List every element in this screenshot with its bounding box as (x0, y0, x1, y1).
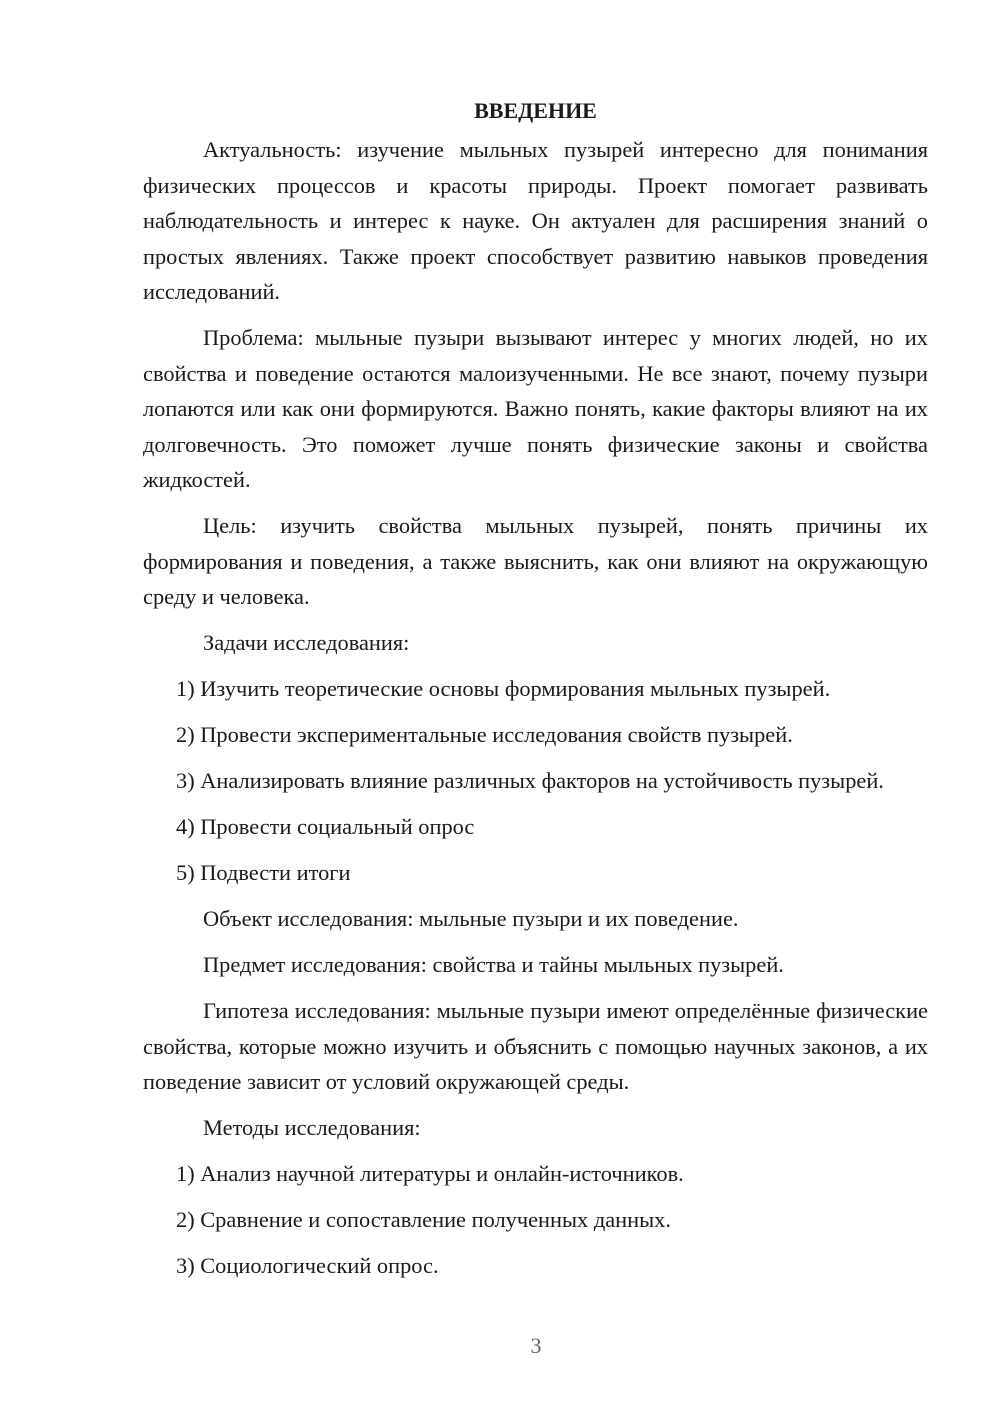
method-item-3: 3) Социологический опрос. (176, 1253, 439, 1278)
method-item-2: 2) Сравнение и сопоставление полученных данных. (176, 1207, 671, 1232)
task-item-1: 1) Изучить теоретические основы формирования мыльных пузырей. (176, 676, 831, 701)
tasks-heading: Задачи исследования: (203, 630, 410, 655)
task-item-3: 3) Анализировать влияние различных факторов на устойчивость пузырей. (176, 768, 884, 793)
task-item-5: 5) Подвести итоги (176, 860, 351, 885)
task-item-4: 4) Провести социальный опрос (176, 814, 475, 839)
page-number: 3 (530, 1333, 542, 1358)
methods-heading: Методы исследования: (203, 1115, 421, 1140)
section-heading: ВВЕДЕНИЕ (474, 98, 597, 123)
object-paragraph: Объект исследования: мыльные пузыри и их поведение. (203, 906, 739, 931)
goal-paragraph: Цель: изучить свойства мыльных пузырей, понять причины их формирования и поведения, а также выяснить, как они влияют на окружающую среду и человека. (143, 513, 928, 609)
relevance-paragraph: Актуальность: изучение мыльных пузырей интересно для понимания физических процессов и красоты природы. Проект помогает развивать наблюдательность и интерес к науке. Он актуален для расширения знаний о простых явлениях. Также проект способствует развитию навыков проведения исследований. (143, 137, 928, 304)
task-item-2: 2) Провести экспериментальные исследования свойств пузырей. (176, 722, 793, 747)
problem-paragraph: Проблема: мыльные пузыри вызывают интерес у многих людей, но их свойства и поведение остаются малоизученными. Не все знают, почему пузыри лопаются или как они формируются. Важно понять, какие факторы влияют на их долговечность. Это поможет лучше понять физические законы и свойства жидкостей. (143, 325, 928, 492)
document-page (143, 96, 928, 1294)
hypothesis-paragraph: Гипотеза исследования: мыльные пузыри имеют определённые физические свойства, которые можно изучить и объяснить с помощью научных законов, а их поведение зависит от условий окружающей среды. (143, 998, 928, 1094)
subject-paragraph: Предмет исследования: свойства и тайны мыльных пузырей. (203, 952, 784, 977)
method-item-1: 1) Анализ научной литературы и онлайн-источников. (176, 1161, 684, 1186)
